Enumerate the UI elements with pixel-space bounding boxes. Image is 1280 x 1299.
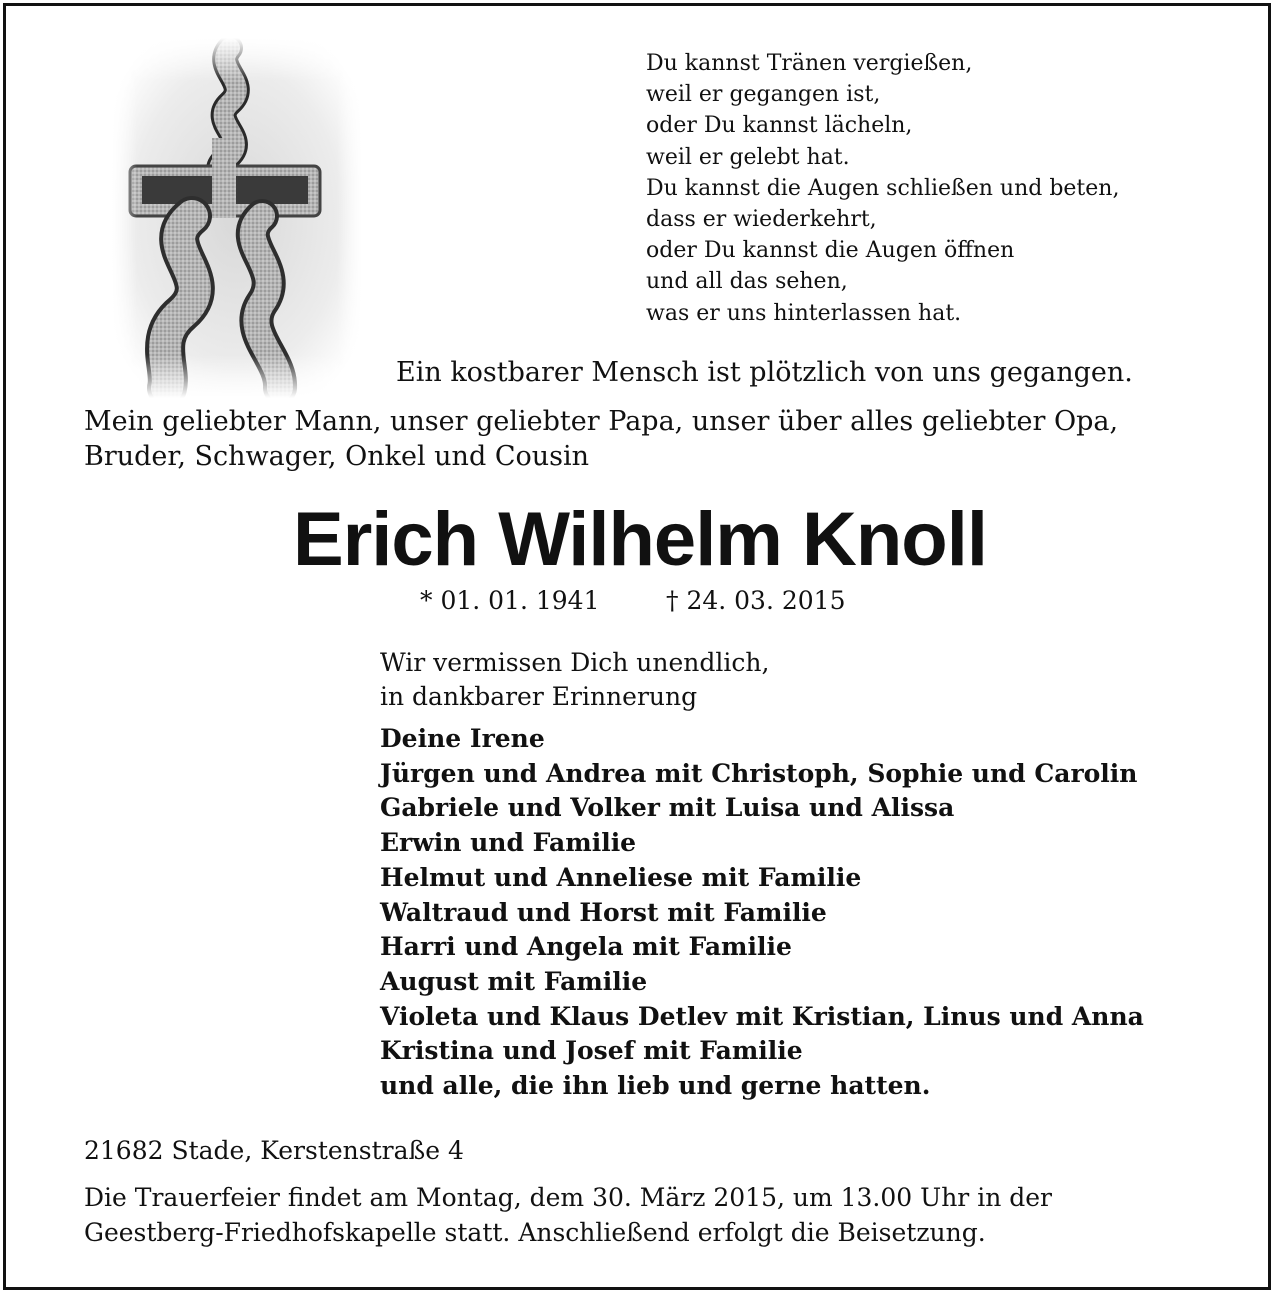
mourner-line: und alle, die ihn lieb und gerne hatten. <box>380 1071 931 1101</box>
remembrance-text <box>380 646 769 714</box>
poem-line: oder Du kannst die Augen öffnen <box>646 238 1015 264</box>
mourner-line: Waltraud und Horst mit Familie <box>380 897 827 927</box>
remembrance-line: Wir vermissen Dich unendlich, <box>380 648 770 677</box>
mourners-list <box>380 722 1144 1104</box>
service-line: Die Trauerfeier findet am Montag, dem 30. März 2015, um 13.00 Uhr in der <box>84 1183 1052 1212</box>
mourner-line: August mit Familie <box>380 966 648 996</box>
mourner-line: Violeta und Klaus Detlev mit Kristian, Linus und Anna <box>380 1001 1144 1031</box>
mourner-line: Harri und Angela mit Familie <box>380 932 792 962</box>
birth-date: * 01. 01. 1941 <box>420 586 600 615</box>
address: 21682 Stade, Kerstenstraße 4 <box>84 1136 464 1165</box>
mourner-line: Jürgen und Andrea mit Christoph, Sophie und Carolin <box>380 758 1138 788</box>
service-info <box>84 1180 1052 1250</box>
remembrance-line: in dankbarer Erinnerung <box>380 682 698 711</box>
relation-line: Mein geliebter Mann, unser geliebter Papa, unser über alles geliebter Opa, <box>84 406 1119 437</box>
poem-line: Du kannst die Augen schließen und beten, <box>646 175 1120 201</box>
poem-line: weil er gegangen ist, <box>646 82 881 108</box>
mourner-line: Kristina und Josef mit Familie <box>380 1036 803 1066</box>
poem-line: oder Du kannst lächeln, <box>646 113 913 139</box>
stone-cross-photo <box>112 38 362 398</box>
service-line: Geestberg-Friedhofskapelle statt. Anschließend erfolgt die Beisetzung. <box>84 1218 986 1247</box>
poem-line: weil er gelebt hat. <box>646 144 850 170</box>
mourner-line: Deine Irene <box>380 724 545 753</box>
poem <box>646 48 1119 329</box>
mourner-line: Erwin und Familie <box>380 828 637 858</box>
poem-line: dass er wiederkehrt, <box>646 207 877 233</box>
poem-line: Du kannst Tränen vergießen, <box>646 51 973 76</box>
poem-line: was er uns hinterlassen hat. <box>646 300 962 326</box>
relation-line: Bruder, Schwager, Onkel und Cousin <box>84 441 589 472</box>
relation-text <box>84 404 1118 474</box>
mourner-line: Gabriele und Volker mit Luisa und Alissa <box>380 793 955 823</box>
intro-line: Ein kostbarer Mensch ist plötzlich von uns gegangen. <box>396 357 1133 388</box>
poem-line: und all das sehen, <box>646 269 848 295</box>
mourner-line: Helmut und Anneliese mit Familie <box>380 862 862 892</box>
death-date: † 24. 03. 2015 <box>666 586 846 615</box>
deceased-name: Erich Wilhelm Knoll <box>293 497 987 582</box>
